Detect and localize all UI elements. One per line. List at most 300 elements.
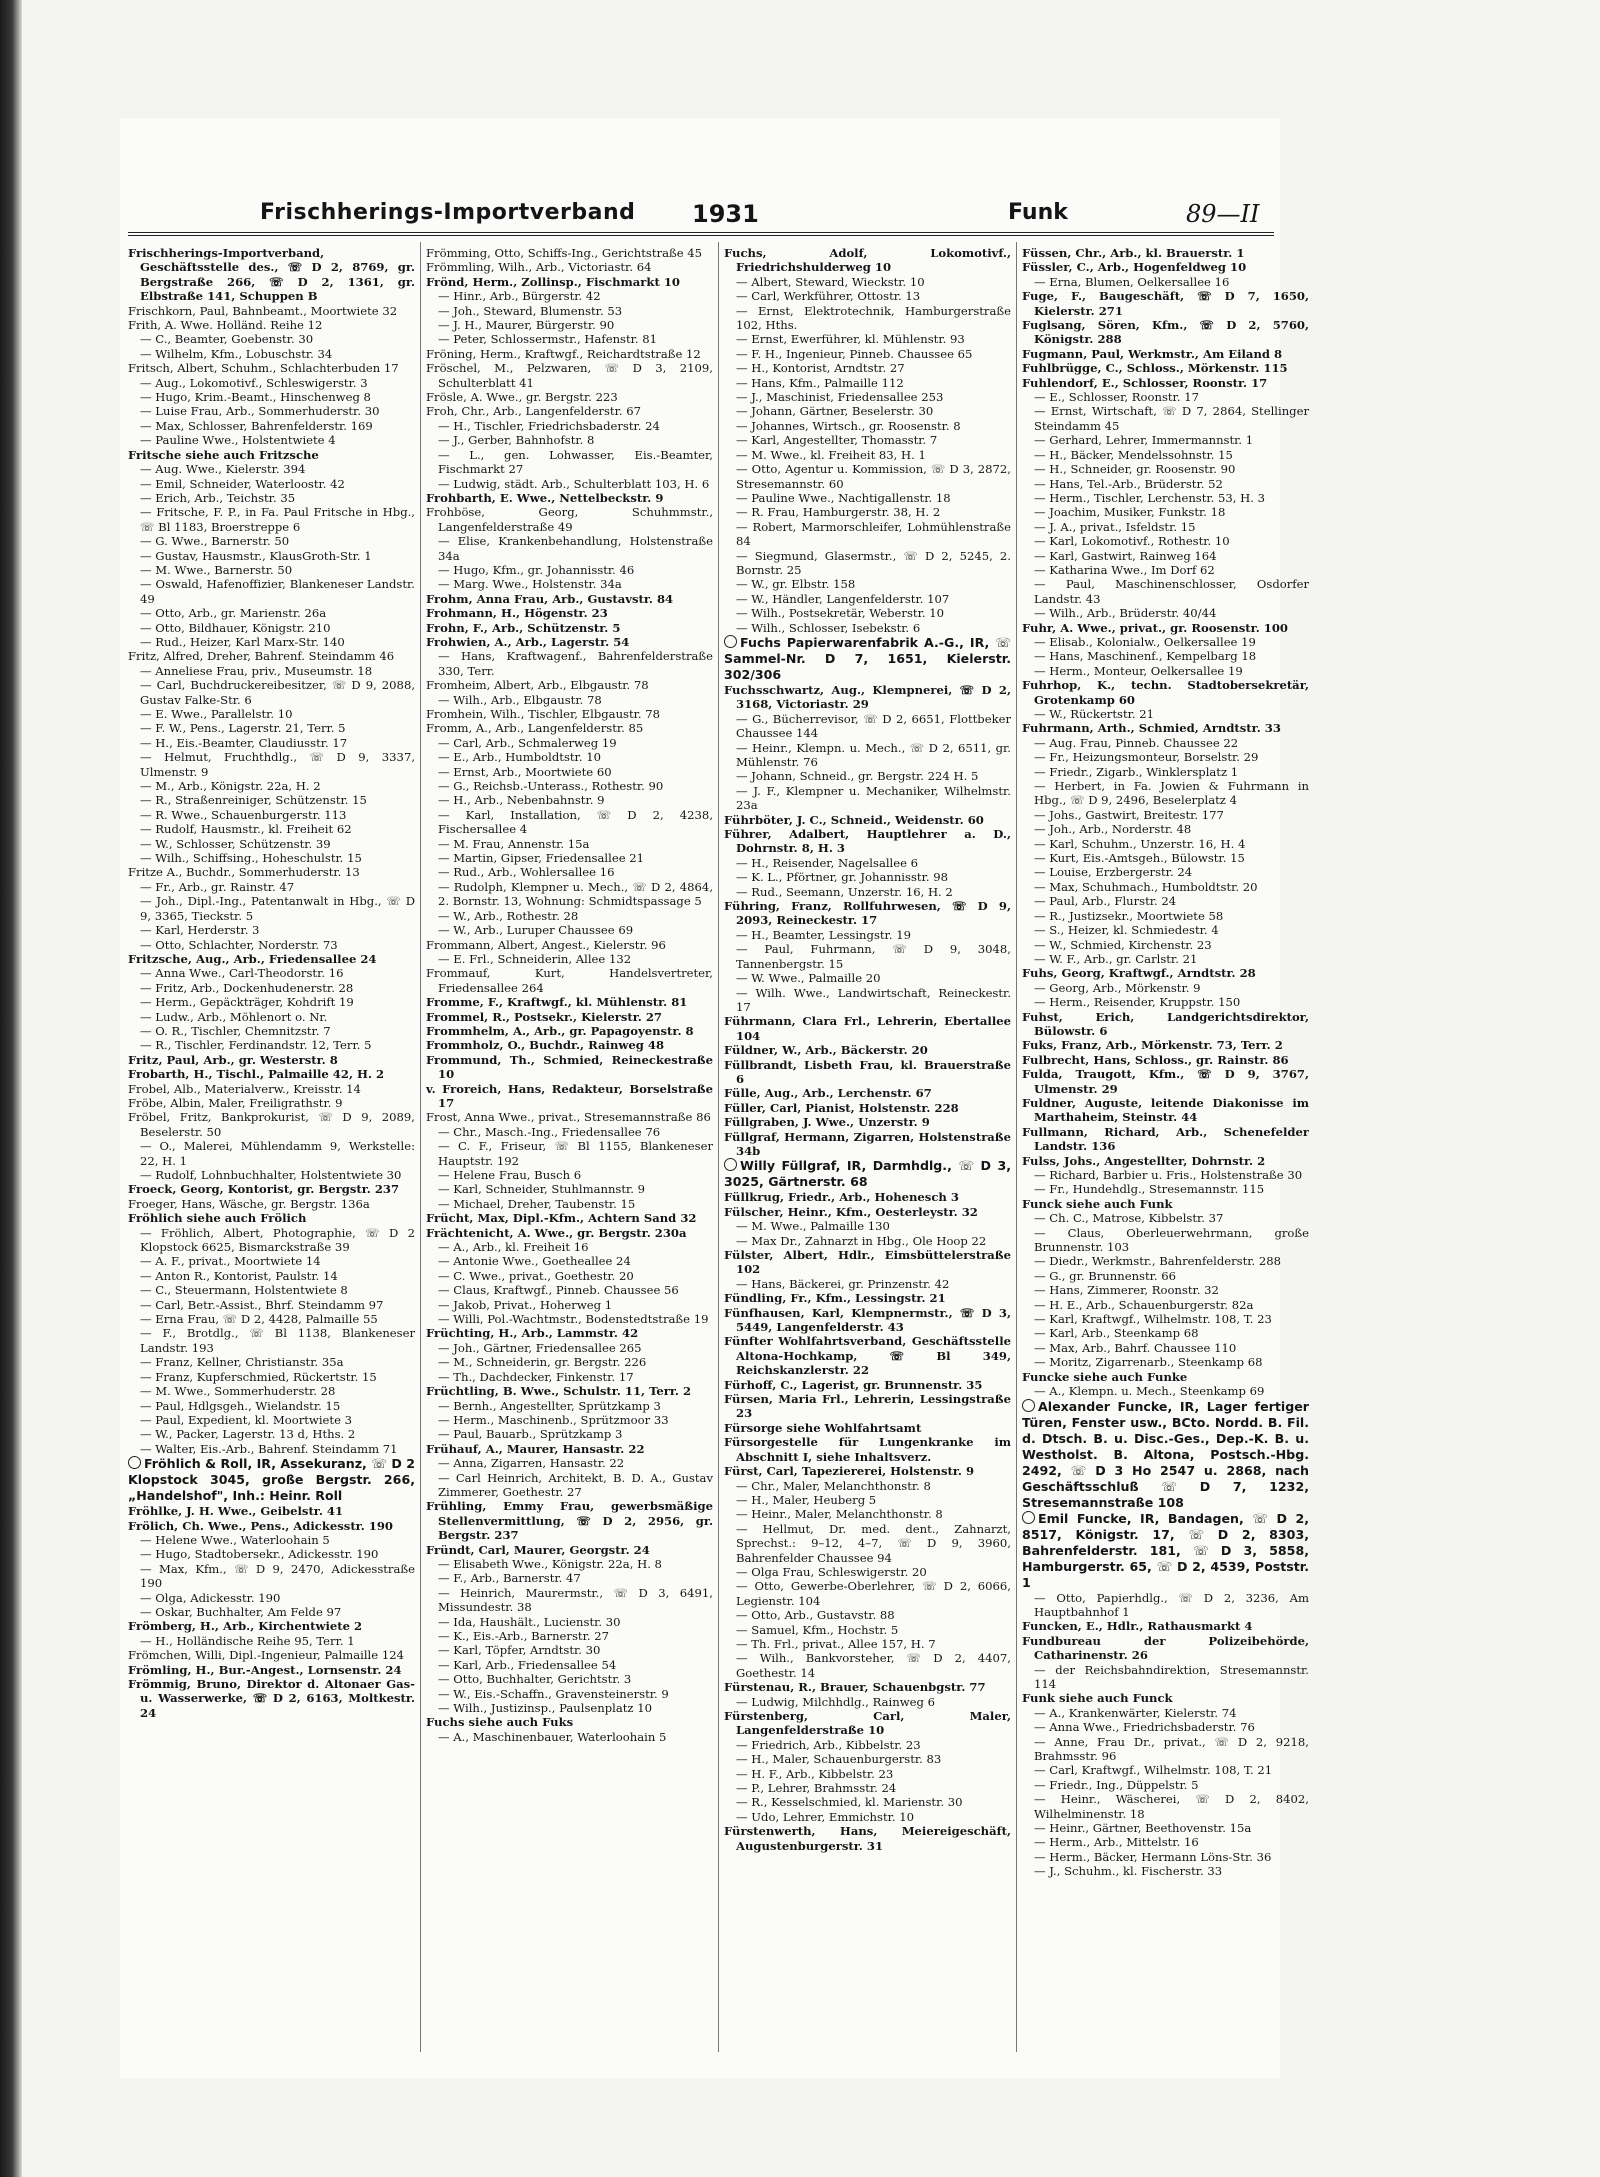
entry-text: Füllkrug, Friedr., Arb., Hohenesch 3 [724, 1190, 959, 1205]
directory-entry [724, 741, 1011, 770]
entry-text: Frommhelm, A., Arb., gr. Papagoyenstr. 8 [426, 1023, 694, 1038]
directory-entry [724, 304, 1011, 333]
directory-entry [724, 1306, 1011, 1335]
directory-entry [426, 880, 713, 909]
directory-entry [724, 1115, 1011, 1129]
directory-entry [426, 1110, 713, 1124]
entry-text: — C., Beamter, Goebenstr. 30 [140, 332, 314, 347]
directory-entry [128, 736, 415, 750]
directory-entry [426, 1312, 713, 1326]
directory-entry [724, 1043, 1011, 1057]
entry-text: — Ida, Haushält., Lucienstr. 30 [438, 1614, 621, 1629]
directory-entry [724, 462, 1011, 491]
entry-text: Früchting, H., Arb., Lammstr. 42 [426, 1326, 639, 1341]
directory-entry [128, 981, 415, 995]
entry-text: Frith, A. Wwe. Holländ. Reihe 12 [128, 318, 323, 333]
entry-text: Fuchs, Adolf, Lokomotivf., Friedrichshulderweg 10 [724, 246, 1011, 275]
entry-text: Fulda, Traugott, Kfm., ☏ D 9, 3767, Ulmenstr. 29 [1022, 1067, 1309, 1096]
entry-text: — Karl, Lokomotivf., Rothestr. 10 [1034, 534, 1230, 549]
directory-entry [1022, 808, 1309, 822]
directory-entry [426, 332, 713, 346]
entry-text: — Rud., Arb., Wohlersallee 16 [438, 865, 615, 880]
directory-entry [426, 678, 713, 692]
directory-entry [724, 1507, 1011, 1521]
directory-entry [426, 1456, 713, 1470]
circle-marker-icon [128, 1456, 141, 1469]
entry-text: — Ludw., Arb., Möhlenort o. Nr. [140, 1009, 328, 1024]
entry-text: Fuchs Papierwarenfabrik A.-G., IR, ☏ Sammel-Nr. D 7, 1651, Kielerstr. 302/306 [724, 634, 1011, 682]
entry-text: Frohm, Anna Frau, Arb., Gustavstr. 84 [426, 591, 674, 606]
directory-entry [128, 448, 415, 462]
entry-text: — Herm., Bäcker, Hermann Löns-Str. 36 [1034, 1849, 1272, 1864]
directory-entry [426, 635, 713, 649]
entry-text: — Wilh. Wwe., Landwirtschaft, Reineckestr. 17 [736, 985, 1011, 1014]
entry-text: — Ernst, Ewerführer, kl. Mühlenstr. 93 [736, 332, 965, 347]
circle-marker-icon [1022, 1511, 1035, 1524]
directory-entry [426, 923, 713, 937]
entry-text: — Joh., Arb., Norderstr. 48 [1034, 822, 1192, 837]
entry-text: — E., Schlosser, Roonstr. 17 [1034, 390, 1199, 405]
entry-text: — Johannes, Wirtsch., gr. Roosenstr. 8 [736, 418, 961, 433]
directory-entry [128, 1254, 415, 1268]
directory-entry [724, 942, 1011, 971]
directory-entry [1022, 952, 1309, 966]
directory-entry [128, 1399, 415, 1413]
directory-entry [724, 1824, 1011, 1853]
directory-entry [128, 1591, 415, 1605]
directory-entry [724, 361, 1011, 375]
entry-text: — M., Arb., Königstr. 22a, H. 2 [140, 779, 321, 794]
directory-entry [128, 822, 415, 836]
directory-entry [426, 649, 713, 678]
entry-text: Fuks, Franz, Arb., Mörkenstr. 73, Terr. 2 [1022, 1038, 1283, 1053]
directory-entry [1022, 1226, 1309, 1255]
directory-entry [128, 549, 415, 563]
directory-entry [128, 1096, 415, 1110]
directory-entry [128, 1355, 415, 1369]
directory-entry [724, 1421, 1011, 1435]
entry-text: — R., Straßenreiniger, Schützenstr. 15 [140, 793, 367, 808]
directory-entry [128, 1504, 415, 1518]
directory-entry [426, 1038, 713, 1052]
directory-entry [1022, 851, 1309, 865]
directory-entry [426, 1557, 713, 1571]
entry-text: Frönd, Herm., Zollinsp., Fischmarkt 10 [426, 274, 680, 289]
directory-entry [426, 534, 713, 563]
entry-text: — W., Schmied, Kirchenstr. 23 [1034, 937, 1212, 952]
entry-text: — Otto, Papierhdlg., ☏ D 2, 3236, Am Hauptbahnhof 1 [1034, 1590, 1309, 1619]
entry-text: — Emil, Schneider, Waterloostr. 42 [140, 476, 345, 491]
column-4 [1022, 246, 1309, 2051]
entry-text: — Aug. Wwe., Kielerstr. 394 [140, 462, 306, 477]
directory-entry [426, 246, 713, 260]
directory-entry [128, 1648, 415, 1662]
directory-entry [1022, 563, 1309, 577]
directory-entry [128, 837, 415, 851]
entry-text: Frühling, Emmy Frau, gewerbsmäßige Stellenvermittlung, ☏ D 2, 2956, gr. Bergstr. 237 [426, 1499, 713, 1543]
entry-text: — Otto, Gewerbe-Oberlehrer, ☏ D 2, 6066, Legienstr. 104 [736, 1579, 1011, 1608]
entry-text: — F., Brotdlg., ☏ Bl 1138, Blankeneser Landstr. 193 [140, 1326, 415, 1355]
entry-text: — Moritz, Zigarrenarb., Steenkamp 68 [1034, 1355, 1263, 1370]
directory-entry [128, 1211, 415, 1225]
entry-text: — Wilh., Schlosser, Isebekstr. 6 [736, 620, 921, 635]
entry-text: — C. F., Friseur, ☏ Bl 1155, Blankeneser Hauptstr. 192 [438, 1139, 713, 1168]
entry-text: — Diedr., Werkmstr., Bahrenfelderstr. 288 [1034, 1254, 1282, 1269]
directory-entry [426, 779, 713, 793]
entry-text: — Elisab., Kolonialw., Oelkersallee 19 [1034, 634, 1256, 649]
entry-text: — H., Maler, Schauenburgerstr. 83 [736, 1752, 942, 1767]
directory-entry [128, 419, 415, 433]
entry-text: — K., Eis.-Arb., Barnerstr. 27 [438, 1629, 609, 1643]
directory-entry [128, 376, 415, 390]
entry-text: — Hugo, Kfm., gr. Johannisstr. 46 [438, 562, 635, 577]
directory-entry [1022, 1763, 1309, 1777]
entry-text: — Herm., Reisender, Kruppstr. 150 [1034, 995, 1241, 1010]
entry-text: Fuchs siehe auch Fuks [426, 1715, 574, 1730]
entry-text: Frohböse, Georg, Schuhmmstr., Langenfelderstraße 49 [426, 505, 713, 534]
directory-entry [724, 683, 1011, 712]
entry-text: — Karl, Angestellter, Thomasstr. 7 [736, 433, 938, 448]
entry-text: — E., Arb., Humboldtstr. 10 [438, 750, 601, 765]
directory-entry [724, 1795, 1011, 1809]
directory-entry [426, 1240, 713, 1254]
entry-text: — R., Tischler, Ferdinandstr. 12, Terr. 5 [140, 1038, 372, 1053]
entry-text: Froh, Chr., Arb., Langenfelderstr. 67 [426, 404, 641, 419]
entry-text: Funcken, E., Hdlr., Rathausmarkt 4 [1022, 1619, 1253, 1634]
column-divider [420, 242, 421, 2052]
directory-entry [1022, 404, 1309, 433]
entry-text: — Paul, Hdlgsgeh., Wielandstr. 15 [140, 1398, 341, 1413]
directory-entry [724, 289, 1011, 303]
directory-entry [724, 856, 1011, 870]
directory-entry [1022, 721, 1309, 735]
directory-entry [724, 1291, 1011, 1305]
directory-entry [724, 827, 1011, 856]
entry-text: — C. Wwe., privat., Goethestr. 20 [438, 1268, 634, 1283]
entry-text: — Fritsche, F. P., in Fa. Paul Fritsche in Hbg., ☏ Bl 1183, Broerstreppe 6 [140, 505, 415, 534]
directory-entry [128, 678, 415, 707]
entry-text: — K. L., Pförtner, gr. Johannisstr. 98 [736, 870, 948, 885]
entry-text: Alexander Funcke, IR, Lager fertiger Türen, Fenster usw., BCto. Nordd. B. Fil. d. Dtsch. B. u. Disc.-Ges., Dep.-K. B. u. Westholst. B. Altona, Postsch.-Hbg. 2492, ☏ D 3 Ho 2547 u. 2868, nach Geschäftsschluß ☏ D 7, 1232, Stresemannstraße 108 [1022, 1398, 1309, 1510]
entry-text: — Wilh., Justizinsp., Paulsenplatz 10 [438, 1701, 652, 1716]
entry-text: — W., Arb., Luruper Chaussee 69 [438, 923, 634, 938]
entry-text: — Paul, Maschinenschlosser, Osdorfer Landstr. 43 [1034, 577, 1309, 606]
directory-entry [426, 390, 713, 404]
directory-entry [724, 1608, 1011, 1622]
directory-entry [426, 1326, 713, 1340]
directory-entry [426, 1370, 713, 1384]
entry-text: Frömmling, Wilh., Arb., Victoriastr. 64 [426, 260, 652, 275]
directory-entry [426, 1298, 713, 1312]
entry-text: — Heinr., Klempn. u. Mech., ☏ D 2, 6511, gr. Mühlenstr. 76 [736, 740, 1011, 769]
entry-text: — Otto, Arb., gr. Marienstr. 26a [140, 606, 327, 621]
directory-entry [1022, 664, 1309, 678]
entry-text: — J., Maschinist, Friedensallee 253 [736, 390, 944, 405]
entry-text: — Joachim, Musiker, Funkstr. 18 [1034, 505, 1226, 520]
directory-entry [426, 433, 713, 447]
directory-entry [128, 1053, 415, 1067]
directory-entry [128, 1562, 415, 1591]
entry-text: — Ernst, Elektrotechnik, Hamburgerstraße 102, Hths. [736, 303, 1011, 333]
directory-entry [724, 347, 1011, 361]
entry-text: Fuglsang, Sören, Kfm., ☏ D 2, 5760, Königstr. 288 [1022, 318, 1309, 347]
directory-entry [128, 880, 415, 894]
directory-entry [1022, 894, 1309, 908]
directory-entry [128, 477, 415, 491]
entry-text: — W., Rückertstr. 21 [1034, 707, 1155, 721]
directory-entry [724, 491, 1011, 505]
directory-entry [426, 1197, 713, 1211]
directory-entry [724, 246, 1011, 275]
entry-text: — J. H., Maurer, Bürgerstr. 90 [438, 318, 615, 333]
entry-text: — Helene Frau, Busch 6 [438, 1168, 582, 1182]
directory-entry [426, 952, 713, 966]
entry-text: — Udo, Lehrer, Emmichstr. 10 [736, 1809, 915, 1824]
entry-text: — W., Händler, Langenfelderstr. 107 [736, 591, 950, 606]
entry-text: — W., Eis.-Schaffn., Gravensteinerstr. 9 [438, 1686, 669, 1701]
directory-entry [1022, 549, 1309, 563]
entry-text: — G., gr. Brunnenstr. 66 [1034, 1268, 1177, 1283]
directory-entry [1022, 938, 1309, 952]
entry-text: — Hans, Kraftwagenf., Bahrenfelderstraße 330, Terr. [438, 649, 713, 678]
directory-entry [426, 1139, 713, 1168]
entry-text: — Johs., Gastwirt, Breitestr. 177 [1034, 807, 1224, 822]
directory-entry [426, 750, 713, 764]
entry-text: Fülscher, Heinr., Kfm., Oesterleystr. 32 [724, 1204, 978, 1219]
directory-entry [724, 577, 1011, 591]
directory-entry [426, 404, 713, 418]
entry-text: — A., Krankenwärter, Kielerstr. 74 [1034, 1705, 1237, 1720]
entry-text: Fritze A., Buchdr., Sommerhuderstr. 13 [128, 865, 360, 880]
entry-text: Füssen, Chr., Arb., kl. Brauerstr. 1 [1022, 246, 1245, 260]
directory-entry [128, 577, 415, 606]
directory-entry [1022, 1778, 1309, 1792]
entry-text: Fuhlbrügge, C., Schloss., Mörkenstr. 115 [1022, 361, 1288, 376]
directory-entry [724, 1767, 1011, 1781]
entry-text: — Karl, Arb., Friedensallee 54 [438, 1657, 617, 1672]
directory-entry [426, 1384, 713, 1398]
directory-entry [724, 1637, 1011, 1651]
entry-text: Fürsorgestelle für Lungenkranke im Abschnitt I, siehe Inhaltsverz. [724, 1435, 1011, 1464]
directory-entry [128, 1139, 415, 1168]
entry-text: — W., gr. Elbstr. 158 [736, 577, 856, 592]
entry-text: — R., Kesselschmied, kl. Marienstr. 30 [736, 1795, 963, 1810]
directory-entry [724, 1014, 1011, 1043]
entry-text: Emil Funcke, IR, Bandagen, ☏ D 2, 8517, Königstr. 17, ☏ D 2, 8303, Bahrenfelderstr. 181, ☏ D 3, 5858, Hamburgerstr. 65, ☏ D 2, 4539, Poststr. 1 [1022, 1510, 1309, 1590]
entry-text: — Karl, Installation, ☏ D 2, 4238, Fischersallee 4 [438, 807, 713, 837]
entry-text: — Heinr., Maler, Melanchthonstr. 8 [736, 1507, 943, 1522]
directory-entry [426, 1615, 713, 1629]
entry-text: — Th., Dachdecker, Finkenstr. 17 [438, 1369, 634, 1384]
entry-text: — H., Bäcker, Mendelssohnstr. 15 [1034, 447, 1233, 462]
entry-text: — E. Frl., Schneiderin, Allee 132 [438, 951, 632, 966]
directory-entry [426, 563, 713, 577]
directory-entry [128, 462, 415, 476]
directory-entry [128, 347, 415, 361]
directory-entry [426, 793, 713, 807]
directory-entry [1022, 909, 1309, 923]
entry-text: — Michael, Dreher, Taubenstr. 15 [438, 1196, 636, 1211]
directory-entry [1022, 1619, 1309, 1633]
directory-entry [128, 1226, 415, 1255]
entry-text: — H., Holländische Reihe 95, Terr. 1 [140, 1633, 355, 1648]
entry-text: — W., Schlosser, Schützenstr. 39 [140, 836, 331, 851]
directory-entry [1022, 1821, 1309, 1835]
directory-entry [724, 1479, 1011, 1493]
directory-entry [1022, 1269, 1309, 1283]
directory-entry [128, 404, 415, 418]
directory-entry [426, 1586, 713, 1615]
entry-text: — Anneliese Frau, priv., Museumstr. 18 [140, 663, 373, 678]
entry-text: Frost, Anna Wwe., privat., Stresemannstraße 86 [426, 1110, 711, 1125]
directory-entry [1022, 477, 1309, 491]
directory-entry [128, 1298, 415, 1312]
entry-text: — Johann, Gärtner, Beselerstr. 30 [736, 404, 934, 419]
directory-entry [128, 1547, 415, 1561]
entry-text: — Max, Schuhmach., Humboldtstr. 20 [1034, 879, 1258, 894]
directory-entry [724, 928, 1011, 942]
directory-entry [1022, 577, 1309, 606]
directory-entry [426, 808, 713, 837]
directory-entry [426, 1571, 713, 1585]
directory-entry [1022, 1197, 1309, 1211]
entry-text: — Carl, Betr.-Assist., Bhrf. Steindamm 97 [140, 1297, 384, 1312]
directory-entry [426, 1413, 713, 1427]
entry-text: — Fröhlich, Albert, Photographie, ☏ D 2 Klopstock 6625, Bismarckstraße 39 [140, 1225, 415, 1255]
entry-text: — Fr., Heizungsmonteur, Borselstr. 29 [1034, 750, 1259, 765]
entry-text: — A., Arb., kl. Freiheit 16 [438, 1240, 589, 1255]
entry-text: — H., Eis.-Beamter, Claudiusstr. 17 [140, 735, 348, 750]
entry-text: Frommholz, O., Buchdr., Rainweg 48 [426, 1038, 665, 1053]
entry-text: Frömberg, H., Arb., Kirchentwiete 2 [128, 1619, 363, 1634]
entry-text: Frölich, Ch. Wwe., Pens., Adickesstr. 190 [128, 1518, 394, 1533]
directory-entry [724, 1392, 1011, 1421]
directory-entry [426, 1211, 713, 1225]
page-header [120, 200, 1280, 234]
entry-text: — Ch. C., Matrose, Kibbelstr. 37 [1034, 1211, 1224, 1226]
entry-text: — G., Reichsb.-Unterass., Rothestr. 90 [438, 779, 664, 794]
entry-text: Füssler, C., Arb., Hogenfeldweg 10 [1022, 260, 1247, 275]
entry-text: — Herbert, in Fa. Jowien & Fuhrmann in Hbg., ☏ D 9, 2496, Beselerplatz 4 [1034, 779, 1309, 808]
directory-entry [426, 1629, 713, 1643]
directory-entry [1022, 865, 1309, 879]
directory-entry [1022, 981, 1309, 995]
directory-entry [1022, 1355, 1309, 1369]
directory-entry [426, 721, 713, 735]
directory-entry [724, 592, 1011, 606]
entry-text: — Th. Frl., privat., Allee 157, H. 7 [736, 1636, 936, 1651]
entry-text: Frohbarth, E. Wwe., Nettelbeckstr. 9 [426, 490, 664, 505]
entry-text: — O. R., Tischler, Chemnitzstr. 7 [140, 1023, 331, 1038]
directory-entry [426, 1125, 713, 1139]
directory-entry [128, 491, 415, 505]
directory-entry [426, 966, 713, 995]
entry-text: Fröschel, M., Pelzwaren, ☏ D 3, 2109, Schulterblatt 41 [426, 361, 713, 390]
entry-text: — Rud., Seemann, Unzerstr. 16, H. 2 [736, 884, 953, 899]
entry-text: Fürst, Carl, Tapeziererei, Holstenstr. 9 [724, 1464, 975, 1479]
entry-text: — H., Maler, Heuberg 5 [736, 1492, 877, 1507]
directory-entry [128, 1413, 415, 1427]
directory-entry [724, 433, 1011, 447]
directory-entry [724, 1565, 1011, 1579]
entry-text: — Kurt, Eis.-Amtsgeh., Bülowstr. 15 [1034, 851, 1245, 866]
entry-text: Füllgraben, J. Wwe., Unzerstr. 9 [724, 1115, 930, 1130]
entry-text: Fürsen, Maria Frl., Lehrerin, Lessingstraße 23 [724, 1392, 1011, 1421]
entry-text: Fritsch, Albert, Schuhm., Schlachterbuden 17 [128, 361, 399, 376]
directory-entry [1022, 1067, 1309, 1096]
entry-text: — Siegmund, Glasermstr., ☏ D 2, 5245, 2. Bornstr. 25 [736, 548, 1011, 577]
directory-entry [724, 971, 1011, 985]
header-rule [128, 232, 1274, 236]
entry-text: — Aug. Frau, Pinneb. Chaussee 22 [1034, 735, 1239, 750]
entry-text: Führing, Franz, Rollfuhrwesen, ☏ D 9, 2093, Reineckestr. 17 [724, 899, 1011, 928]
page-number: 89—II [1186, 200, 1260, 228]
entry-text: Frohn, F., Arb., Schützenstr. 5 [426, 620, 621, 635]
directory-entry [128, 1605, 415, 1619]
directory-entry [724, 1248, 1011, 1277]
entry-text: — Anna Wwe., Friedrichsbaderstr. 76 [1034, 1720, 1255, 1735]
entry-text: Froeger, Hans, Wäsche, gr. Bergstr. 136a [128, 1196, 370, 1211]
entry-text: Fugmann, Paul, Werkmstr., Am Eiland 8 [1022, 346, 1283, 361]
firm-listing [724, 635, 1011, 683]
directory-entry [1022, 1326, 1309, 1340]
directory-entry [128, 1312, 415, 1326]
entry-text: Frömmig, Bruno, Direktor d. Altonaer Gas- u. Wasserwerke, ☏ D 2, 6163, Moltkestr. 24 [128, 1677, 415, 1720]
directory-entry [724, 1378, 1011, 1392]
directory-entry [1022, 275, 1309, 289]
directory-entry [426, 736, 713, 750]
directory-entry [426, 1355, 713, 1369]
entry-text: — H. F., Arb., Kibbelstr. 23 [736, 1766, 894, 1781]
entry-text: Frommund, Th., Schmied, Reineckestraße 10 [426, 1052, 713, 1082]
directory-entry [1022, 505, 1309, 519]
entry-text: — Hans, Maschinenf., Kempelbarg 18 [1034, 649, 1257, 664]
entry-text: — Otto, Schlachter, Norderstr. 73 [140, 937, 338, 952]
column-1 [128, 246, 415, 2051]
directory-entry [1022, 923, 1309, 937]
directory-entry [1022, 1125, 1309, 1154]
entry-text: — Peter, Schlossermstr., Hafenstr. 81 [438, 332, 658, 347]
entry-text: — Jakob, Privat., Hoherweg 1 [438, 1297, 613, 1312]
entry-text: Frommel, R., Postsekr., Kielerstr. 27 [426, 1009, 662, 1024]
entry-text: Fuhrmann, Arth., Schmied, Arndtstr. 33 [1022, 721, 1281, 736]
entry-text: — Joh., Steward, Blumenstr. 53 [438, 303, 623, 318]
directory-entry [426, 1283, 713, 1297]
entry-text: — A. F., privat., Moortwiete 14 [140, 1254, 321, 1269]
directory-entry [1022, 289, 1309, 318]
entry-text: Fritz, Paul, Arb., gr. Westerstr. 8 [128, 1052, 338, 1067]
directory-entry [426, 448, 713, 477]
entry-text: — Erna, Blumen, Oelkersallee 16 [1034, 274, 1230, 289]
directory-entry [128, 1677, 415, 1720]
entry-text: Frommauf, Kurt, Handelsvertreter, Friedensallee 264 [426, 966, 713, 995]
directory-entry [426, 1730, 713, 1744]
directory-entry [724, 1234, 1011, 1248]
directory-entry [724, 1579, 1011, 1608]
entry-text: — J., Gerber, Bahnhofstr. 8 [438, 433, 595, 448]
directory-entry [1022, 1691, 1309, 1705]
directory-entry [724, 448, 1011, 462]
entry-text: — Rudolf, Hausmstr., kl. Freiheit 62 [140, 822, 352, 837]
directory-entry [128, 304, 415, 318]
directory-entry [426, 1226, 713, 1240]
directory-entry [724, 1810, 1011, 1824]
directory-entry [724, 1493, 1011, 1507]
directory-entry [426, 505, 713, 534]
directory-entry [724, 1086, 1011, 1100]
directory-entry [128, 1326, 415, 1355]
entry-text: Fuhst, Erich, Landgerichtsdirektor, Bülowstr. 6 [1022, 1009, 1309, 1038]
